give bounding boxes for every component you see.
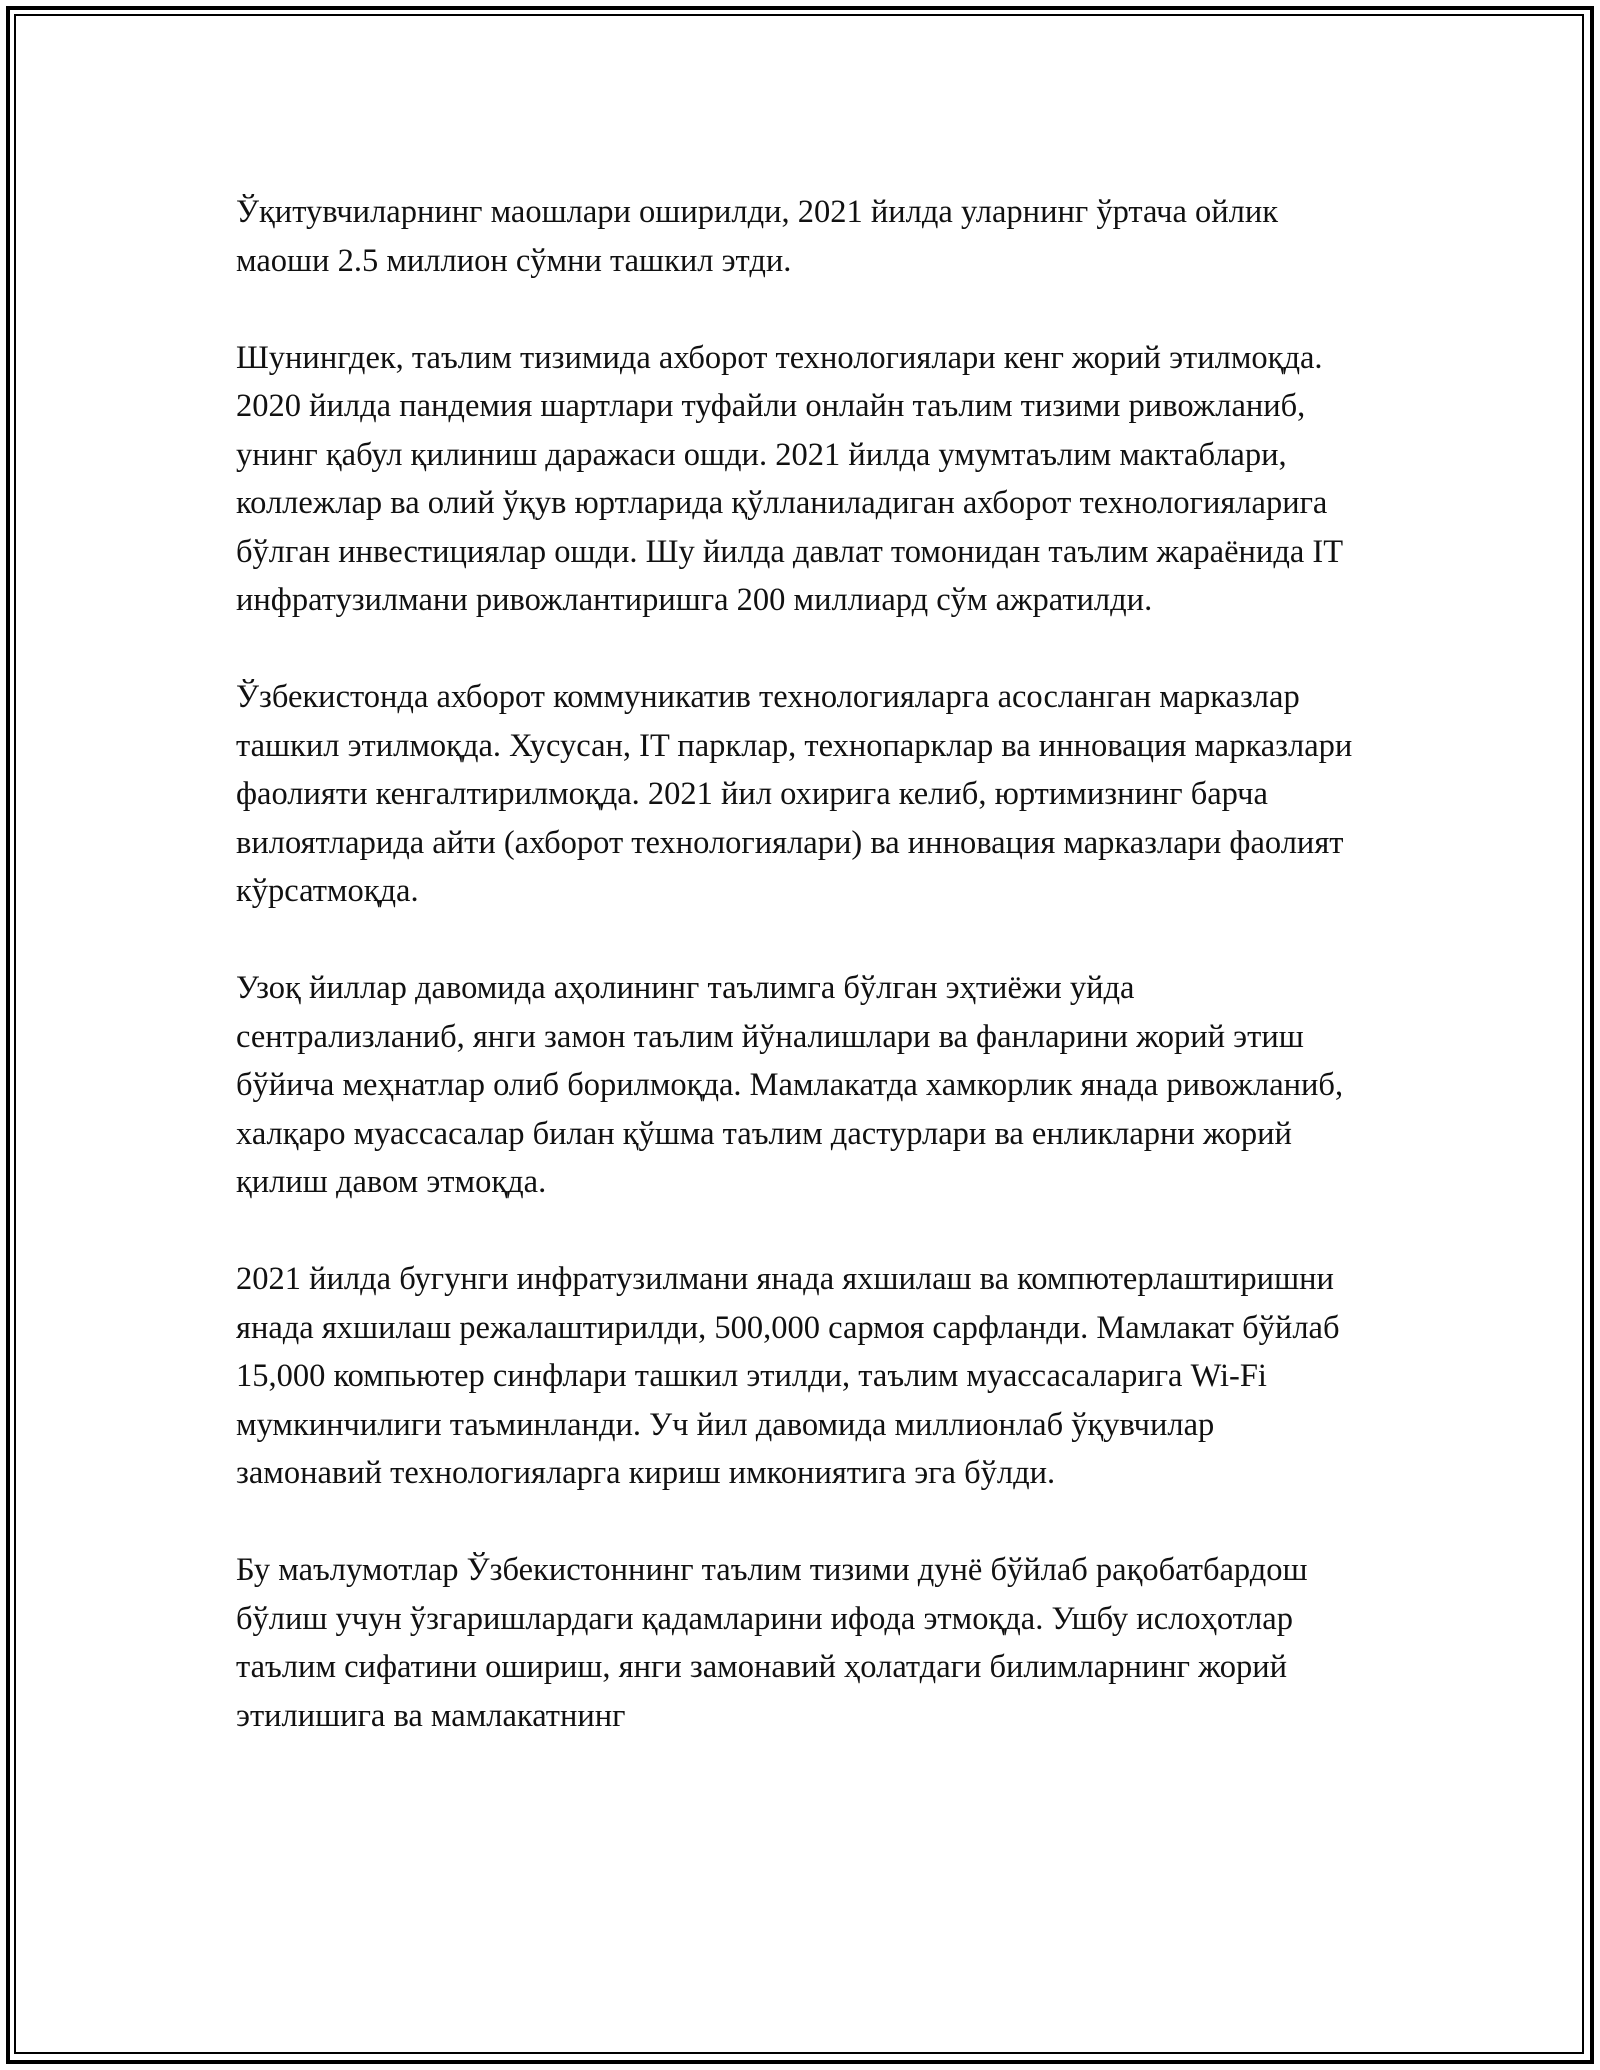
paragraph-infrastructure-2021: 2021 йилда бугунги инфратузилмани янада яхшилаш ва компютерлаштиришни янада яхшилаш режалаштирилди, 500,000 сармоя сарфланди. Мамлакат бўйлаб 15,000 компьютер синфлари ташкил этилди, таълим муассасаларига Wi-Fi мумкинчилиги таъминланди. Уч йил давомида миллионлаб ўқувчилар замонавий технологияларга кириш имкониятига эга бўлди. xyxy=(236,1261,1340,1491)
paragraph-ict-centers: Ўзбекистонда ахборот коммуникатив технологияларга асосланган марказлар ташкил этилмоқда. Хусусан, IT парклар, технопарклар ва инновация марказлари фаолияти кенгалтирилмоқда. 2021 йил охирига келиб, юртимизнинг барча вилоятларида айти (ахборот технологиялари) ва инновация марказлари фаолият кўрсатмоқда. xyxy=(236,679,1353,909)
paragraph-teacher-salaries: Ўқитувчиларнинг маошлари оширилди, 2021 йилда уларнинг ўртача ойлик маоши 2.5 миллион сўмни ташкил этди. xyxy=(236,194,1279,279)
paragraph-reforms-summary: Бу маълумотлар Ўзбекистоннинг таълим тизими дунё бўйлаб рақобатбардош бўлиш учун ўзгаришлардаги қадамларини ифода этмоқда. Ушбу ислоҳотлар таълим сифатини ошириш, янги замонавий ҳолатдаги билимларнинг жорий этилишига ва мамлакатнинг xyxy=(236,1552,1308,1734)
paragraph-it-in-education: Шунингдек, таълим тизимида ахборот технологиялари кенг жорий этилмоқда. 2020 йилда пандемия шартлари туфайли онлайн таълим тизими ривожланиб, унинг қабул қилиниш даражаси ошди. 2021 йилда умумтаълим мактаблари, коллежлар ва олий ўқув юртларида қўлланиладиган ахборот технологияларига бўлган инвестициялар ошди. Шу йилда давлат томонидан таълим жараёнида IT инфратузилмани ривожлантиришга 200 миллиард сўм ажратилди. xyxy=(236,339,1343,618)
document-body xyxy=(236,188,1366,1789)
paragraph-education-demand: Узоқ йиллар давомида аҳолининг таълимга бўлган эҳтиёжи уйда сентрализланиб, янги замон таълим йўналишлари ва фанларини жорий этиш бўйича меҳнатлар олиб борилмоқда. Мамлакатда хамкорлик янада ривожланиб, халқаро муассасалар билан қўшма таълим дастурлари ва енликларни жорий қилиш давом этмоқда. xyxy=(236,970,1344,1200)
